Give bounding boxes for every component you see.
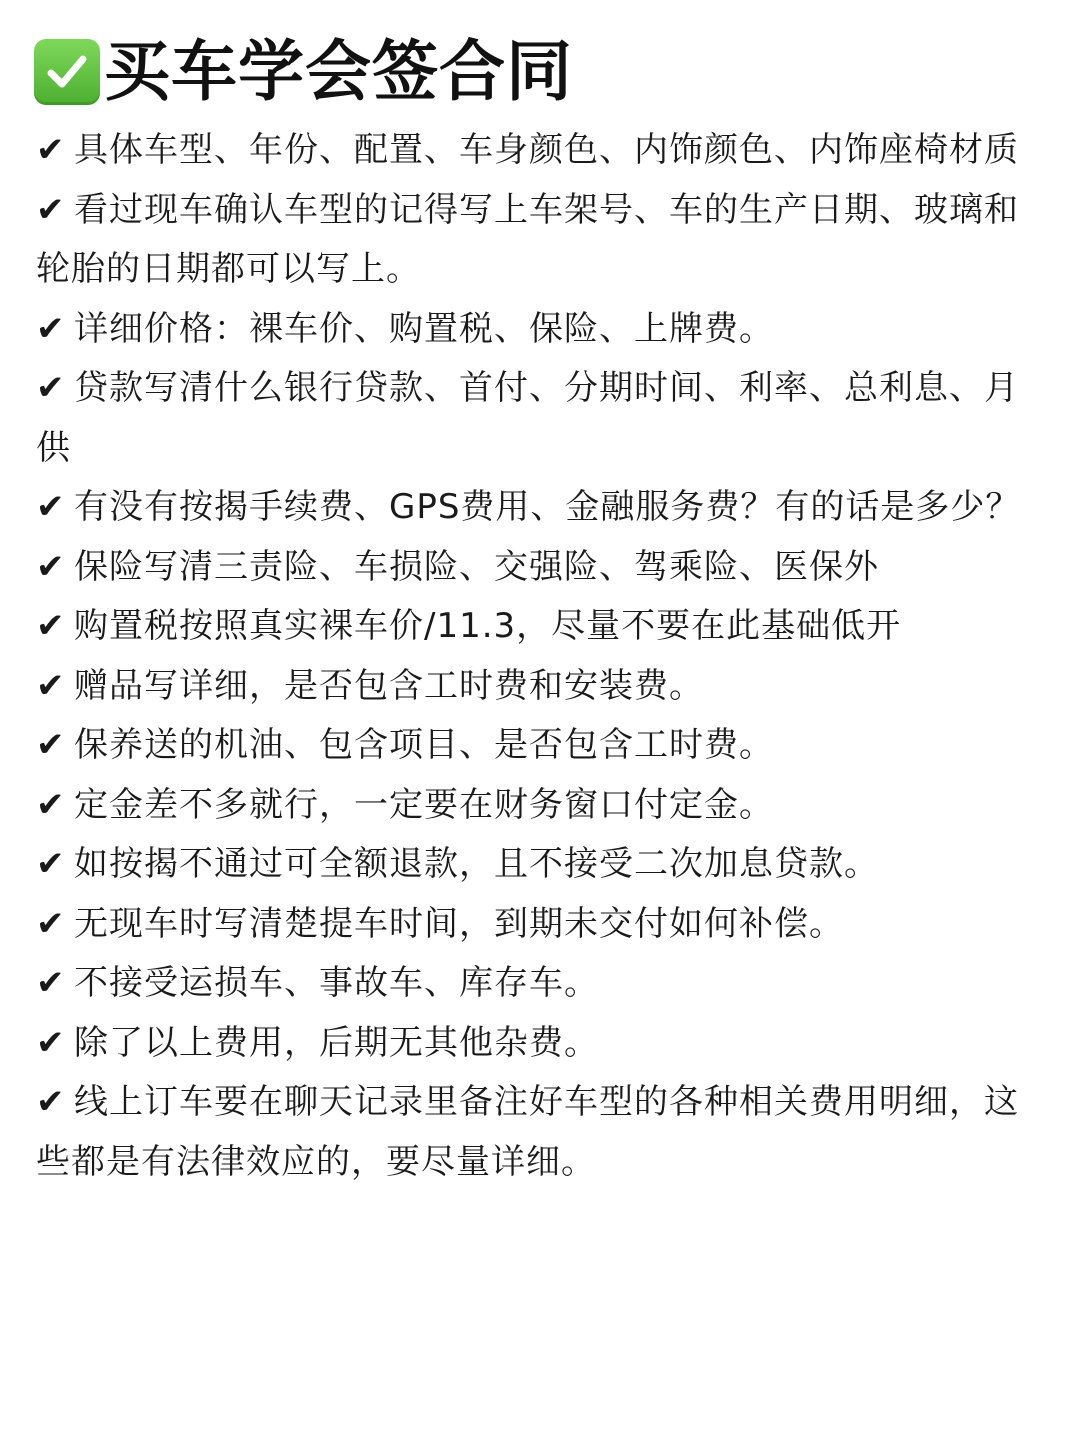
list-item-text: 保养送的机油、包含项目、是否包含工时费。 xyxy=(74,725,774,765)
check-mark-icon: ✔ xyxy=(36,487,66,527)
check-mark-icon: ✔ xyxy=(36,130,66,170)
list-item xyxy=(36,835,1048,895)
check-mark-icon: ✔ xyxy=(36,844,66,884)
list-item xyxy=(36,597,1048,657)
list-item xyxy=(36,181,1048,300)
check-mark-icon: ✔ xyxy=(36,308,66,349)
list-item-text: 保险写清三责险、车损险、交强险、驾乘险、医保外 xyxy=(74,546,879,587)
check-mark-icon: ✔ xyxy=(36,725,66,765)
list-item-text: 有没有按揭手续费、GPS费用、金融服务费？有的话是多少？ xyxy=(74,487,1021,527)
list-item-text: 定金差不多就行，一定要在财务窗口付定金。 xyxy=(74,784,774,825)
list-item xyxy=(36,359,1048,478)
list-item xyxy=(36,1014,1048,1074)
list-item-text: 无现车时写清楚提车时间，到期未交付如何补偿。 xyxy=(74,903,844,944)
check-mark-icon: ✔ xyxy=(36,665,66,706)
check-mark-icon: ✔ xyxy=(36,368,66,408)
checklist xyxy=(36,121,1048,1192)
list-item xyxy=(36,300,1048,360)
check-box-icon xyxy=(34,39,100,105)
page-title: 买车学会签合同 xyxy=(104,33,573,110)
check-mark-icon: ✔ xyxy=(36,963,66,1003)
list-item-text: 线上订车要在聊天记录里备注好车型的各种相关费用明细，这些都是有法律效应的，要尽量详细。 xyxy=(36,1082,1019,1182)
title-row xyxy=(34,34,573,110)
list-item-text: 看过现车确认车型的记得写上车架号、车的生产日期、玻璃和轮胎的日期都可以写上。 xyxy=(36,189,1019,289)
check-mark-icon: ✔ xyxy=(36,784,66,825)
list-item-text: 除了以上费用，后期无其他杂费。 xyxy=(74,1022,599,1063)
list-item-text: 不接受运损车、事故车、库存车。 xyxy=(74,963,599,1003)
list-item-text: 贷款写清什么银行贷款、首付、分期时间、利率、总利息、月供 xyxy=(36,368,1019,468)
check-mark-icon: ✔ xyxy=(36,903,66,944)
check-mark-icon: ✔ xyxy=(36,1082,66,1122)
list-item-text: 购置税按照真实裸车价/11.3，尽量不要在此基础低开 xyxy=(74,606,902,646)
list-item-text: 赠品写详细，是否包含工时费和安装费。 xyxy=(74,665,704,706)
list-item-text: 具体车型、年份、配置、车身颜色、内饰颜色、内饰座椅材质 xyxy=(74,130,1019,170)
list-item xyxy=(36,1073,1048,1192)
list-item xyxy=(36,657,1048,717)
check-mark-icon: ✔ xyxy=(36,1022,66,1063)
list-item xyxy=(36,954,1048,1014)
check-mark-icon: ✔ xyxy=(36,189,66,230)
list-item-text: 详细价格：裸车价、购置税、保险、上牌费。 xyxy=(74,308,774,349)
list-item xyxy=(36,776,1048,836)
list-item xyxy=(36,538,1048,598)
list-item xyxy=(36,478,1048,538)
list-item xyxy=(36,716,1048,776)
list-item-text: 如按揭不通过可全额退款，且不接受二次加息贷款。 xyxy=(74,844,879,884)
list-item xyxy=(36,121,1048,181)
list-item xyxy=(36,895,1048,955)
check-mark-icon: ✔ xyxy=(36,606,66,646)
check-mark-icon: ✔ xyxy=(36,546,66,587)
